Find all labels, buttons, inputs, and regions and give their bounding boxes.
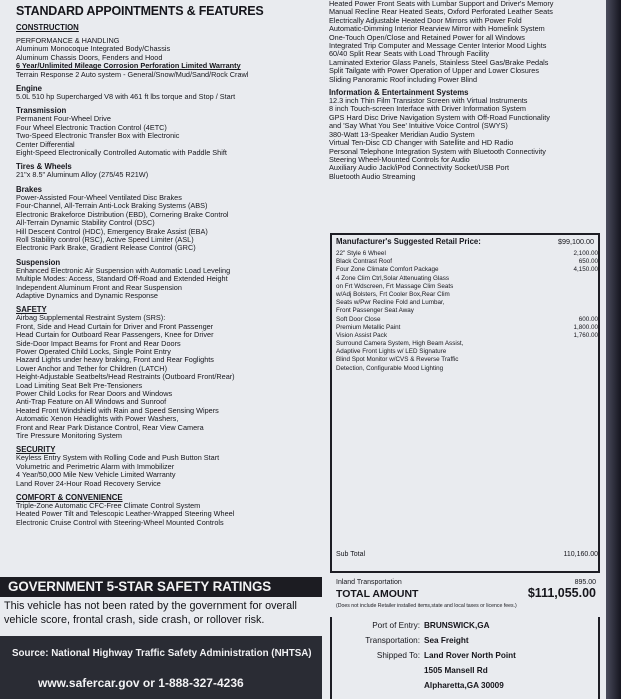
section-heading: Suspension: [16, 257, 61, 267]
total-label: TOTAL AMOUNT: [336, 588, 419, 600]
feature-section: [16, 37, 322, 79]
section-heading: CONSTRUCTION: [16, 23, 79, 32]
feature-line: Heated Power Front Seats with Lumbar Support and Driver's Memory: [329, 0, 554, 8]
option-name: Vision Assist Pack: [336, 331, 387, 339]
feature-line: Integrated Trip Computer and Message Center Interior Mood Lights: [329, 41, 547, 51]
option-price: 1,800.00: [573, 323, 598, 331]
feature-section: [16, 162, 322, 179]
feature-line: Front, Side and Head Curtain for Driver and Front Passenger: [16, 321, 214, 331]
option-price: 1,760.00: [573, 331, 598, 339]
option-name: Seats w/Pwr Recline Fold and Lumbar,: [336, 299, 445, 307]
feature-line: Heated Power Tilt and Telescopic Leather-Wrapped Steering Wheel: [16, 509, 235, 519]
feature-line: Power Operated Child Locks, Single Point Entry: [16, 346, 171, 356]
section-heading: SAFETY: [16, 305, 47, 315]
feature-line: Heated Front Windshield with Rain and Speed Sensing Wipers: [16, 405, 219, 415]
standard-features-sections: [16, 23, 322, 527]
comfort-features-list: [329, 0, 607, 84]
feature-line: Front and Rear Park Distance Control, Rear View Camera: [16, 422, 204, 432]
option-name: Surround Camera System, High Beam Assist,: [336, 340, 464, 348]
background-edge: [606, 0, 621, 699]
totals-block: [330, 576, 600, 616]
feature-line: Manual Recline Rear Heated Seats, Oxford Perforated Leather Seats: [329, 7, 553, 17]
feature-line: 380-Watt 13-Speaker Meridian Audio System: [329, 129, 475, 139]
feature-section: [16, 185, 322, 253]
option-name: Four Zone Climate Comfort Package: [336, 266, 439, 274]
feature-line: Adaptive Dynamics and Dynamic Response: [16, 290, 158, 300]
feature-line: Head Curtain for Outboard Rear Passengers, Knee for Driver: [16, 330, 214, 340]
option-name: on Frt Wdscreen, Frt Massage Clim Seats: [336, 282, 454, 290]
msrp-box: [330, 233, 600, 573]
feature-line: Hill Descent Control (HDC), Emergency Brake Assist (EBA): [16, 226, 208, 236]
feature-line: Virtual Ten-Disc CD Changer with Satellite and HD Radio: [329, 138, 514, 148]
option-row: [336, 340, 598, 348]
additional-features-column: [329, 0, 607, 230]
total-note: (Does not include Retailer installed items,state and local taxes or licence fees.): [336, 603, 517, 609]
feature-line: Independent Aluminum Front and Rear Suspension: [16, 282, 182, 292]
feature-line: Airbag Supplemental Restraint System (SRS):: [16, 313, 166, 323]
option-row: [336, 348, 598, 356]
shipping-block: [330, 617, 600, 699]
feature-line: Four-Channel, All-Terrain Anti-Lock Braking Systems (ABS): [16, 201, 208, 211]
shipping-value: BRUNSWICK,GA: [424, 621, 490, 630]
option-name: w/Adj Bolsters, Frt Cooler Box,Rear Clim: [336, 290, 450, 298]
feature-line: Anti-Trap Feature on All Windows and Sunroof: [16, 397, 167, 407]
section-heading: Transmission: [16, 106, 67, 116]
feature-line: 5.0L 510 hp Supercharged V8 with 461 ft lbs torque and Stop / Start: [16, 92, 236, 102]
subtotal-value: 110,160.00: [563, 551, 598, 558]
option-name: Premium Metallic Paint: [336, 323, 401, 331]
option-row: [336, 275, 598, 283]
feature-line: Power Child Locks for Rear Doors and Windows: [16, 389, 173, 398]
standard-features-title: STANDARD APPOINTMENTS & FEATURES: [16, 4, 264, 18]
feature-line: 21"x 8.5" Aluminum Alloy (275/45 R21W): [16, 170, 149, 180]
feature-line: Keyless Entry System with Rolling Code and Push Button Start: [16, 453, 220, 463]
option-row: [336, 283, 598, 291]
gov-safety-text: This vehicle has not been rated by the government for overall vehicle score, frontal crash, side crash, or rollover risk.: [4, 600, 297, 626]
feature-line: Tire Pressure Monitoring System: [16, 431, 122, 441]
feature-line: 4 Year/50,000 Mile New Vehicle Limited Warranty: [16, 470, 176, 480]
feature-line: Aluminum Monocoque Integrated Body/Chassis: [16, 44, 171, 54]
feature-section: [16, 305, 322, 440]
feature-line: All-Terrain Dynamic Stability Control (DSC): [16, 218, 155, 228]
option-row: [336, 258, 598, 266]
msrp-heading: Manufacturer's Suggested Retail Price:: [336, 237, 481, 246]
feature-line: Volumetric and Perimetric Alarm with Immobilizer: [16, 461, 175, 471]
option-name: Soft Door Close: [336, 315, 381, 323]
feature-section: [16, 23, 322, 32]
feature-line: Aluminum Chassis Doors, Fenders and Hood: [16, 52, 163, 62]
msrp-base-price: $99,100.00: [558, 237, 594, 246]
option-price: 650.00: [578, 258, 598, 266]
feature-line: Side-Door Impact Beams for Front and Rear Doors: [16, 338, 181, 348]
feature-line: and 'Say What You See' Intuitive Voice Control (SWYS): [329, 121, 508, 131]
option-row: [336, 266, 598, 274]
option-price: 600.00: [578, 315, 598, 323]
feature-line: Enhanced Electronic Air Suspension with Automatic Load Leveling: [16, 265, 231, 275]
shipping-value: 1505 Mansell Rd: [424, 666, 488, 675]
feature-line: Permanent Four-Wheel Drive: [16, 114, 111, 124]
options-list: [336, 250, 598, 373]
option-name: Front Passenger Seat Away: [336, 307, 414, 315]
feature-line: Auxiliary Audio Jack/iPod Connectivity Socket/USB Port: [329, 163, 510, 173]
feature-line: Electronic Brakeforce Distribution (EBD), Cornering Brake Control: [16, 209, 229, 219]
feature-section: [16, 84, 322, 101]
shipping-label: Shipped To:: [376, 651, 420, 660]
option-price: 4,150.00: [573, 266, 598, 274]
feature-section: [16, 493, 322, 527]
transport-value: 895.00: [574, 579, 596, 586]
feature-line: Hazard Lights under heavy braking, Front and Rear Foglights: [16, 355, 214, 365]
feature-line: Four Wheel Electronic Traction Control (4ETC): [16, 122, 167, 132]
transport-label: Inland Transportation: [336, 579, 402, 586]
feature-line: Terrain Response 2 Auto system - General/Snow/Mud/Sand/Rock Crawl: [16, 69, 249, 79]
feature-line: Roll Stability control (RSC), Active Speed Limiter (ASL): [16, 234, 194, 244]
feature-line: Electrically Adjustable Heated Door Mirrors with Power Fold: [329, 15, 522, 25]
feature-line: Lower Anchor and Tether for Children (LATCH): [16, 363, 168, 373]
feature-line: Height-Adjustable Seatbelts/Head Restraints (Outboard Front/Rear): [16, 372, 235, 382]
feature-line: Multiple Modes: Access, Standard Off-Road and Extended Height: [16, 274, 228, 284]
gov-safety-banner: GOVERNMENT 5-STAR SAFETY RATINGS: [0, 577, 322, 597]
shipping-label: Transportation:: [365, 636, 420, 645]
section-heading: Engine: [16, 84, 42, 94]
feature-line: Split Tailgate with Power Operation of Upper and Lower Closures: [329, 66, 539, 76]
option-row: [336, 356, 598, 364]
option-name: Black Contrast Roof: [336, 258, 392, 266]
standard-features-column: [16, 4, 322, 574]
feature-section: [16, 258, 322, 301]
option-price: 2,100.00: [573, 250, 598, 257]
feature-line: Land Rover 24-Hour Road Recovery Service: [16, 478, 161, 488]
feature-line: GPS Hard Disc Drive Navigation System with Off-Road Functionality: [329, 112, 550, 122]
feature-line: Eight-Speed Electronically Controlled Automatic with Paddle Shift: [16, 148, 227, 158]
feature-line: 8 inch Touch-screen Interface with Driver Information System: [329, 104, 526, 114]
feature-line: Two-Speed Electronic Transfer Box with Electronic: [16, 131, 180, 141]
feature-line: 60/40 Split Rear Seats with Load Through Facility: [329, 49, 490, 59]
section-heading: Brakes: [16, 184, 43, 194]
option-row: [336, 307, 598, 315]
feature-line: Load Limiting Seat Belt Pre-Tensioners: [16, 380, 143, 390]
section-heading: Tires & Wheels: [16, 162, 72, 172]
option-name: 4 Zone Clim Ctrl,Solar Attenuating Glass: [336, 274, 450, 282]
option-row: [336, 332, 598, 340]
feature-line: PERFORMANCE & HANDLING: [16, 36, 120, 45]
option-name: 22" Style 6 Wheel: [336, 250, 386, 257]
shipping-value: Land Rover North Point: [424, 651, 516, 660]
option-row: [336, 299, 598, 307]
total-value: $111,055.00: [527, 586, 596, 600]
gov-source: Source: National Highway Traffic Safety Administration (NHTSA): [12, 648, 312, 659]
subtotal-label: Sub Total: [336, 551, 366, 558]
info-entertainment-list: [329, 97, 607, 181]
feature-line: Laminated Exterior Glass Panels, Stainless Steel Gas/Brake Pedals: [329, 57, 549, 67]
option-name: Adaptive Front Lights w/ LED Signature: [336, 348, 447, 356]
feature-line: Personal Telephone Integration System with Bluetooth Connectivity: [329, 146, 546, 156]
option-row: [336, 250, 598, 258]
section-heading: COMFORT & CONVENIENCE: [16, 493, 123, 503]
feature-line: Triple-Zone Automatic CFC-Free Climate Control System: [16, 501, 201, 511]
subtotal-row: [336, 551, 598, 558]
feature-line: Bluetooth Audio Streaming: [329, 171, 416, 181]
option-row: [336, 365, 598, 373]
section-heading: SECURITY: [16, 445, 56, 455]
feature-line: Sliding Panoramic Roof including Power Blind: [329, 74, 478, 84]
feature-line: 6 Year/Unlimited Mileage Corrosion Perforation Limited Warranty: [16, 61, 241, 71]
feature-line: Power-Assisted Four-Wheel Ventilated Disc Brakes: [16, 192, 182, 202]
feature-line: Automatic Xenon Headlights with Power Washers,: [16, 414, 179, 424]
option-row: [336, 324, 598, 332]
shipping-value: Alpharetta,GA 30009: [424, 681, 504, 690]
feature-line: Electronic Park Brake, Gradient Release Control (GRC): [16, 243, 196, 253]
feature-line: Steering Wheel-Mounted Controls for Audio: [329, 154, 470, 164]
option-name: Detection, Configurable Mood Lighting: [336, 364, 444, 372]
shipping-value: Sea Freight: [424, 636, 469, 645]
option-row: [336, 291, 598, 299]
option-row: [336, 316, 598, 324]
feature-section: [16, 106, 322, 157]
feature-line: One-Touch Open/Close and Retained Power for all Windows: [329, 32, 525, 42]
feature-line: Electronic Cruise Control with Steering-Wheel Mounted Controls: [16, 517, 224, 527]
feature-line: Automatic-Dimming Interior Rearview Mirror with Homelink System: [329, 24, 545, 34]
shipping-label: Port of Entry:: [372, 621, 420, 630]
feature-line: Center Differential: [16, 139, 75, 149]
gov-url: www.safercar.gov or 1-888-327-4236: [38, 676, 244, 690]
feature-section: [16, 445, 322, 488]
feature-line: 12.3 inch Thin Film Transistor Screen with Virtual Instruments: [329, 96, 528, 106]
info-entertainment-heading: Information & Entertainment Systems: [329, 88, 469, 98]
option-name: Blind Spot Monitor w/CVS & Reverse Traffic: [336, 356, 459, 364]
gov-source-panel: [0, 636, 322, 699]
